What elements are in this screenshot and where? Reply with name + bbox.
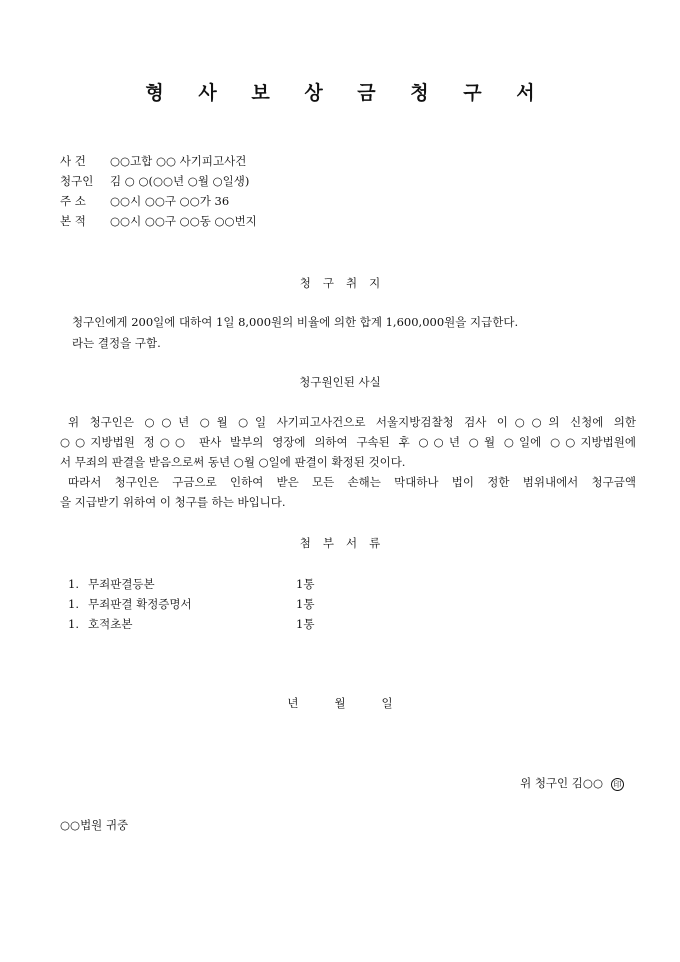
case-info-label: 본 적	[60, 214, 86, 228]
case-info-value: 김 ○ ○(○○년 ○월 ○일생)	[110, 174, 250, 188]
case-info-label: 청구인	[60, 174, 94, 188]
attachment-item	[68, 614, 314, 634]
attachment-number: 1.	[68, 597, 79, 611]
date-year: 년	[287, 696, 299, 710]
attachment-quantity: 1통	[296, 617, 315, 631]
date-line	[0, 694, 680, 712]
attachment-name: 호적초본	[88, 617, 133, 631]
case-info-value: ○○시 ○○구 ○○가 36	[110, 194, 230, 208]
attachment-item	[68, 574, 314, 594]
date-day: 일	[381, 696, 393, 710]
claim-purpose-heading: 청구취지	[299, 276, 393, 290]
signature-text: 위 청구인 김○○	[520, 776, 603, 790]
case-info-label: 주 소	[60, 194, 86, 208]
claimant-signature	[520, 774, 624, 792]
claim-cause-line-3: 서 무죄의 판결을 받음으로써 동년 ○월 ○일에 판결이 확정된 것이다.	[60, 455, 406, 469]
attachment-number: 1.	[68, 617, 79, 631]
claim-purpose-line-1: 청구인에게 200일에 대하여 1일 8,000원의 비율에 의한 합계 1,600,000원을 지급한다.	[72, 315, 519, 329]
claim-purpose-line-2: 라는 결정을 구함.	[72, 336, 161, 350]
attachment-number: 1.	[68, 577, 79, 591]
case-info-value: ○○시 ○○구 ○○동 ○○번지	[110, 214, 257, 228]
attachment-quantity: 1통	[296, 597, 315, 611]
attachments-heading: 첨부서류	[299, 536, 393, 550]
case-info-row-claimant	[60, 172, 249, 190]
seal-icon: 印	[611, 778, 624, 791]
case-info-row-case	[60, 152, 246, 170]
attachment-item	[68, 594, 314, 614]
attachment-quantity: 1통	[296, 577, 315, 591]
case-info-row-domicile	[60, 212, 257, 230]
attachment-name: 무죄판결 확정증명서	[88, 597, 192, 611]
case-info-label: 사 건	[60, 154, 86, 168]
attachment-name: 무죄판결등본	[88, 577, 155, 591]
claim-cause-line-2: ○○지방법원 정○○ 판사 발부의 영장에 의하여 구속된 후 ○○년 ○월 ○일에 ○○지방법원에	[60, 435, 636, 449]
court-addressee: ○○법원 귀중	[60, 818, 129, 832]
claim-cause-heading: 청구원인된 사실	[299, 375, 381, 389]
document-title: 형 사 보 상 금 청 구 서	[145, 82, 549, 104]
claim-cause-line-1: 위 청구인은 ○○년 ○월 ○일 사기피고사건으로 서울지방검찰청 검사 이○○의 신청에 의한	[68, 415, 636, 429]
claim-cause-line-4: 따라서 청구인은 구금으로 인하여 받은 모든 손해는 막대하나 법이 정한 범위내에서 청구금액	[68, 475, 636, 489]
date-month: 월	[334, 696, 346, 710]
case-info-value: ○○고합 ○○ 사기피고사건	[110, 154, 247, 168]
claim-cause-line-5: 을 지급받기 위하여 이 청구를 하는 바입니다.	[60, 495, 286, 509]
case-info-row-address	[60, 192, 229, 210]
